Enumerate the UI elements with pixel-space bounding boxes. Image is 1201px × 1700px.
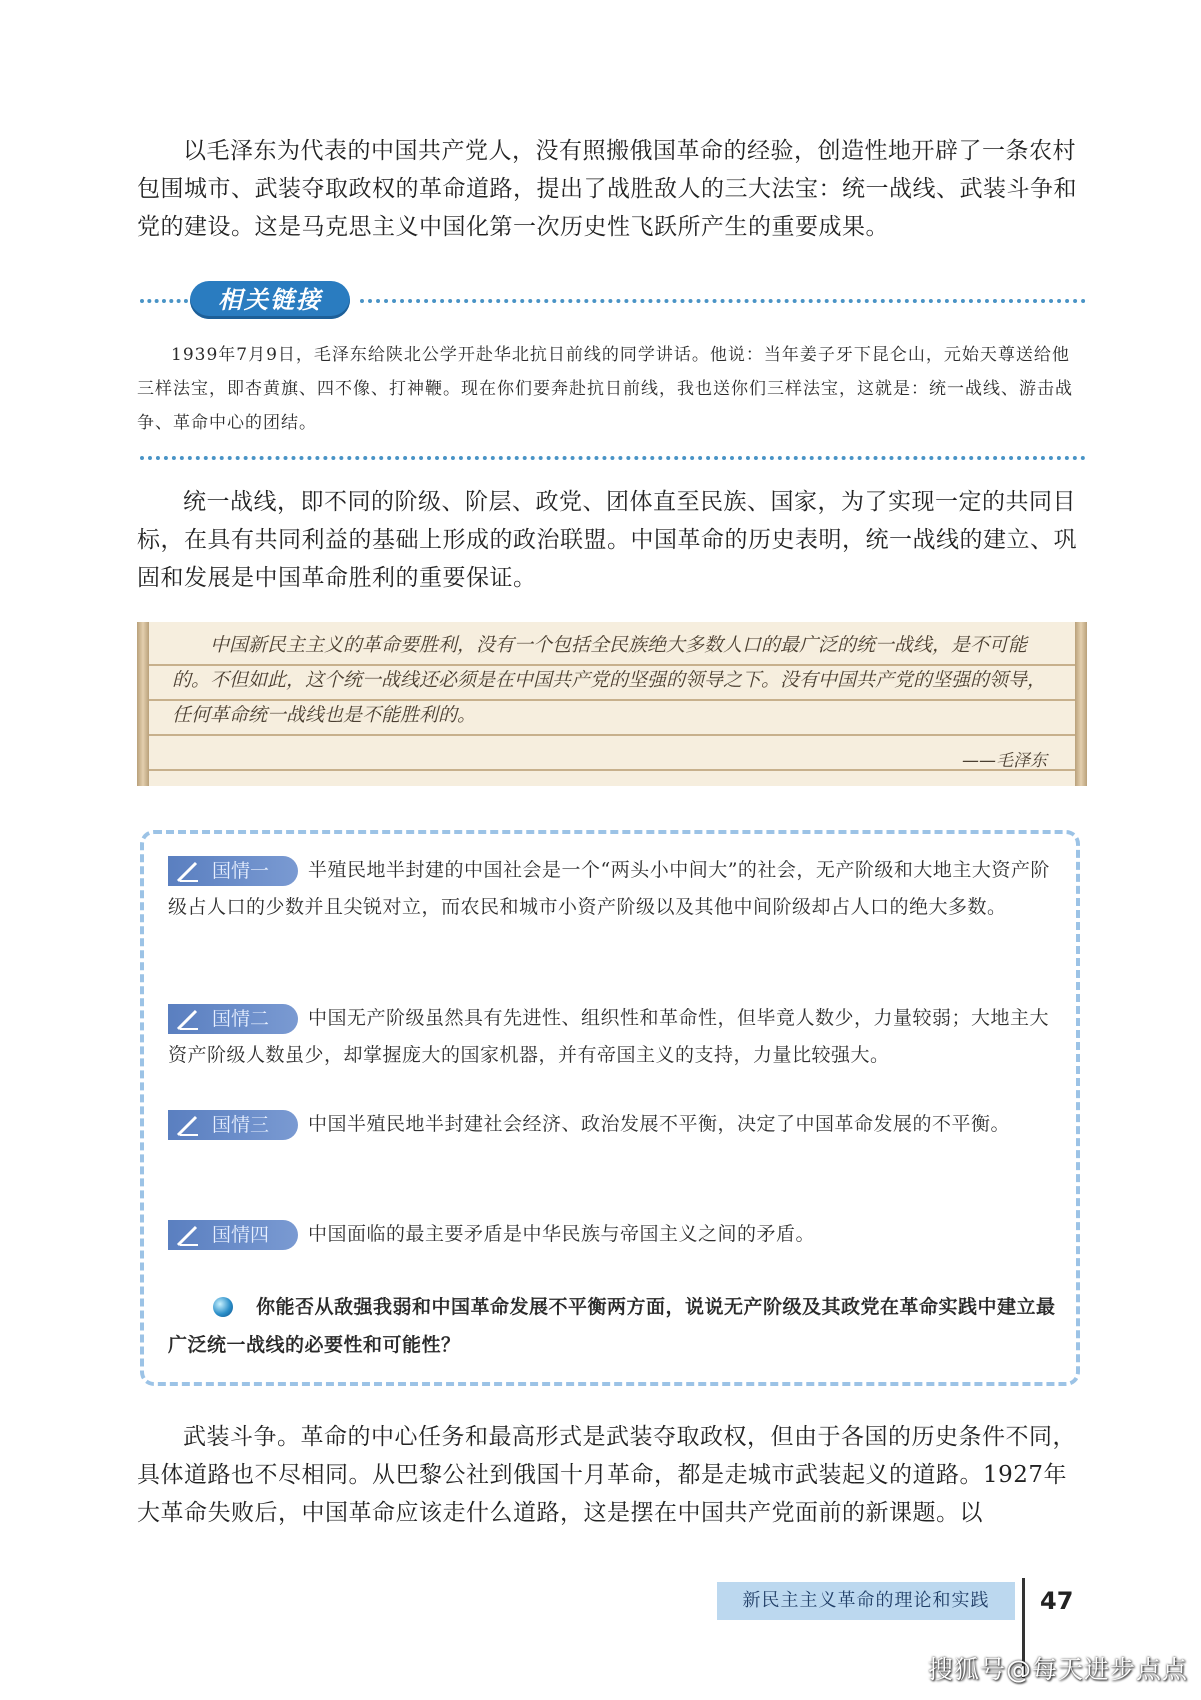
page-number: 47 [1040, 1587, 1074, 1615]
condition-item [168, 1216, 1063, 1253]
quote-text: 中国新民主主义的革命要胜利，没有一个包括全民族绝大多数人口的最广泛的统一战线，是不可能的。不但如此，这个统一战线还必须是在中国共产党的坚强的领导之下。没有中国共产党的坚强的领导，任何革命统一战线也是不能胜利的。 [172, 634, 1047, 726]
slash-icon [176, 1113, 200, 1137]
related-link-label: 相关链接 [190, 281, 350, 319]
slash-icon [176, 1007, 200, 1031]
condition-tag-label: 国情二 [212, 1008, 270, 1030]
watermark: 搜狐号@每天进步点点 [928, 1655, 1189, 1684]
condition-tag [168, 1110, 298, 1140]
condition-text: 中国半殖民地半封建社会经济、政治发展不平衡，决定了中国革命发展的不平衡。 [308, 1113, 1011, 1135]
united-front-paragraph: 统一战线，即不同的阶级、阶层、政党、团体直至民族、国家，为了实现一定的共同目标，在具有共同利益的基础上形成的政治联盟。中国革命的历史表明，统一战线的建立、巩固和发展是中国革命胜利的重要保证。 [137, 489, 1077, 591]
quote-attribution: ——毛泽东 [962, 751, 1047, 771]
condition-text: 中国面临的最主要矛盾是中华民族与帝国主义之间的矛盾。 [308, 1223, 816, 1245]
quote-scroll [137, 622, 1087, 786]
condition-text: 中国无产阶级虽然具有先进性、组织性和革命性，但毕竟人数少，力量较弱；大地主大资产阶级人数虽少，却掌握庞大的国家机器，并有帝国主义的支持，力量比较强大。 [168, 1007, 1050, 1066]
intro-paragraph: 以毛泽东为代表的中国共产党人，没有照搬俄国革命的经验，创造性地开辟了一条农村包围城市、武装夺取政权的革命道路，提出了战胜敌人的三大法宝：统一战线、武装斗争和党的建设。这是马克思主义中国化第一次历史性飞跃所产生的重要成果。 [137, 138, 1077, 240]
scroll-rule [149, 734, 1075, 736]
related-link-text: 1939年7月9日，毛泽东给陕北公学开赴华北抗日前线的同学讲话。他说：当年姜子牙下昆仑山，元始天尊送给他三样法宝，即杏黄旗、四不像、打神鞭。现在你们要奔赴抗日前线，我也送你们三样法宝，这就是：统一战线、游击战争、革命中心的团结。 [137, 345, 1073, 433]
slash-icon [176, 1223, 200, 1247]
condition-item [168, 852, 1063, 926]
chapter-title: 新民主主义革命的理论和实践 [717, 1582, 1015, 1620]
condition-item [168, 1106, 1063, 1143]
condition-text: 半殖民地半封建的中国社会是一个“两头小中间大”的社会，无产阶级和大地主大资产阶级占人口的少数并且尖锐对立，而农民和城市小资产阶级以及其他中间阶级却占人口的绝大多数。 [168, 859, 1050, 918]
condition-tag [168, 1220, 298, 1250]
link-top-divider-left [140, 299, 188, 303]
armed-struggle-paragraph: 武装斗争。革命的中心任务和最高形式是武装夺取政权，但由于各国的历史条件不同，具体道路也不尽相同。从巴黎公社到俄国十月革命，都是走城市武装起义的道路。1927年大革命失败后，中国革命应该走什么道路，这是摆在中国共产党面前的新课题。以 [137, 1424, 1076, 1526]
condition-tag [168, 1004, 298, 1034]
scroll-rod-left [137, 622, 149, 786]
slash-icon [176, 859, 200, 883]
condition-tag-label: 国情四 [212, 1224, 270, 1246]
condition-tag [168, 856, 298, 886]
condition-item [168, 1000, 1063, 1074]
scroll-rule [149, 769, 1075, 771]
link-bottom-divider [140, 456, 1086, 460]
condition-tag-label: 国情三 [212, 1114, 270, 1136]
link-top-divider-right [360, 299, 1086, 303]
scroll-rod-right [1075, 622, 1087, 786]
discussion-question: 你能否从敌强我弱和中国革命发展不平衡两方面，说说无产阶级及其政党在革命实践中建立最广泛统一战线的必要性和可能性？ [168, 1296, 1056, 1356]
condition-tag-label: 国情一 [212, 860, 270, 882]
